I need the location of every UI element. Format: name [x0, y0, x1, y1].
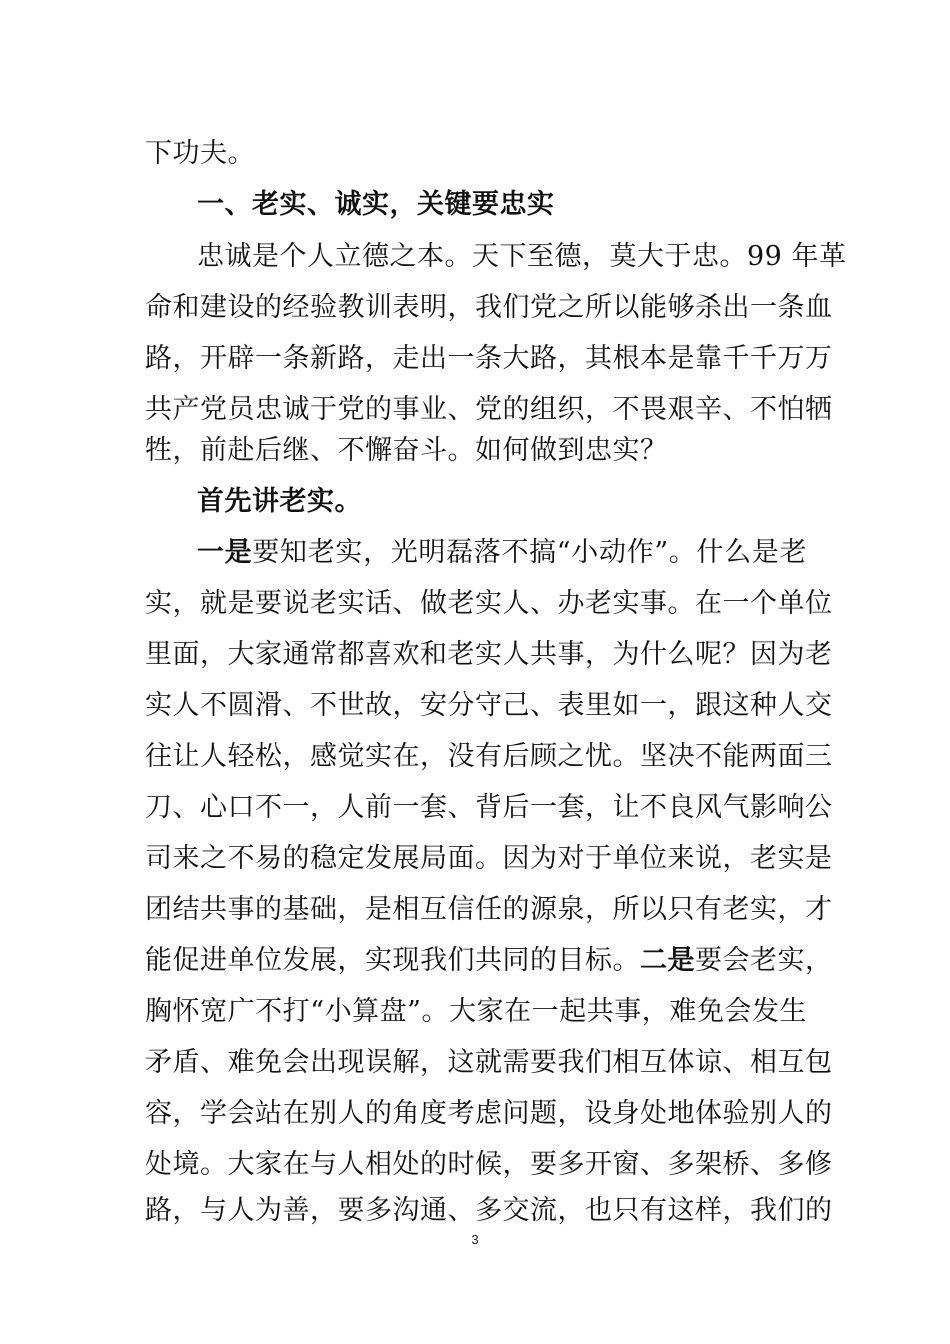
paragraph-text: 要会老实，: [695, 945, 833, 976]
paragraph-line: 下功夫。: [145, 138, 255, 169]
paragraph-text: 能促进单位发展，实现我们共同的目标。: [145, 945, 640, 976]
paragraph-line: 刀、心口不一，人前一套、背后一套，让不良风气影响公: [145, 792, 833, 823]
paragraph-line: 路，与人为善，要多沟通、多交流，也只有这样，我们的: [145, 1195, 833, 1226]
paragraph-line: 路，开辟一条新路，走出一条大路，其根本是靠千千万万: [145, 343, 833, 374]
paragraph-line: 处境。大家在与人相处的时候，要多开窗、多架桥、多修: [145, 1149, 833, 1180]
subsection-heading: 首先讲老实。: [197, 486, 362, 517]
paragraph-line: [145, 945, 833, 977]
paragraph-text: 要知老实，光明磊落不搞“小动作”。什么是老: [252, 537, 808, 568]
paragraph-line: 容，学会站在别人的角度考虑问题，设身处地体验别人的: [145, 1098, 833, 1129]
paragraph-line: 往让人轻松，感觉实在，没有后顾之忧。坚决不能两面三: [145, 741, 833, 772]
paragraph-line: 牲，前赴后继、不懈奋斗。如何做到忠实？: [145, 435, 668, 466]
paragraph-line: 司来之不易的稳定发展局面。因为对于单位来说，老实是: [145, 843, 833, 874]
paragraph-line: 团结共事的基础，是相互信任的源泉，所以只有老实，才: [145, 894, 833, 925]
point-marker: 一是: [197, 537, 253, 568]
paragraph-line: 实人不圆滑、不世故，安分守己、表里如一，跟这种人交: [145, 690, 833, 721]
paragraph-line: 命和建设的经验教训表明，我们党之所以能够杀出一条血: [145, 292, 833, 323]
paragraph-line: [197, 537, 807, 569]
paragraph-line: 忠诚是个人立德之本。天下至德，莫大于忠。99 年革: [197, 241, 847, 272]
page-number: 3: [471, 1232, 479, 1247]
paragraph-line: 里面，大家通常都喜欢和老实人共事，为什么呢？因为老: [145, 639, 833, 670]
paragraph-line: 矛盾、难免会出现误解，这就需要我们相互体谅、相互包: [145, 1047, 833, 1078]
paragraph-line: 实，就是要说老实话、做老实人、办老实事。在一个单位: [145, 588, 833, 619]
section-heading: 一、老实、诚实，关键要忠实: [197, 189, 555, 220]
paragraph-line: 共产党员忠诚于党的事业、党的组织，不畏艰辛、不怕牺: [145, 394, 833, 425]
paragraph-line: 胸怀宽广不打“小算盘”。大家在一起共事，难免会发生: [145, 996, 807, 1027]
point-marker: 二是: [640, 945, 695, 976]
